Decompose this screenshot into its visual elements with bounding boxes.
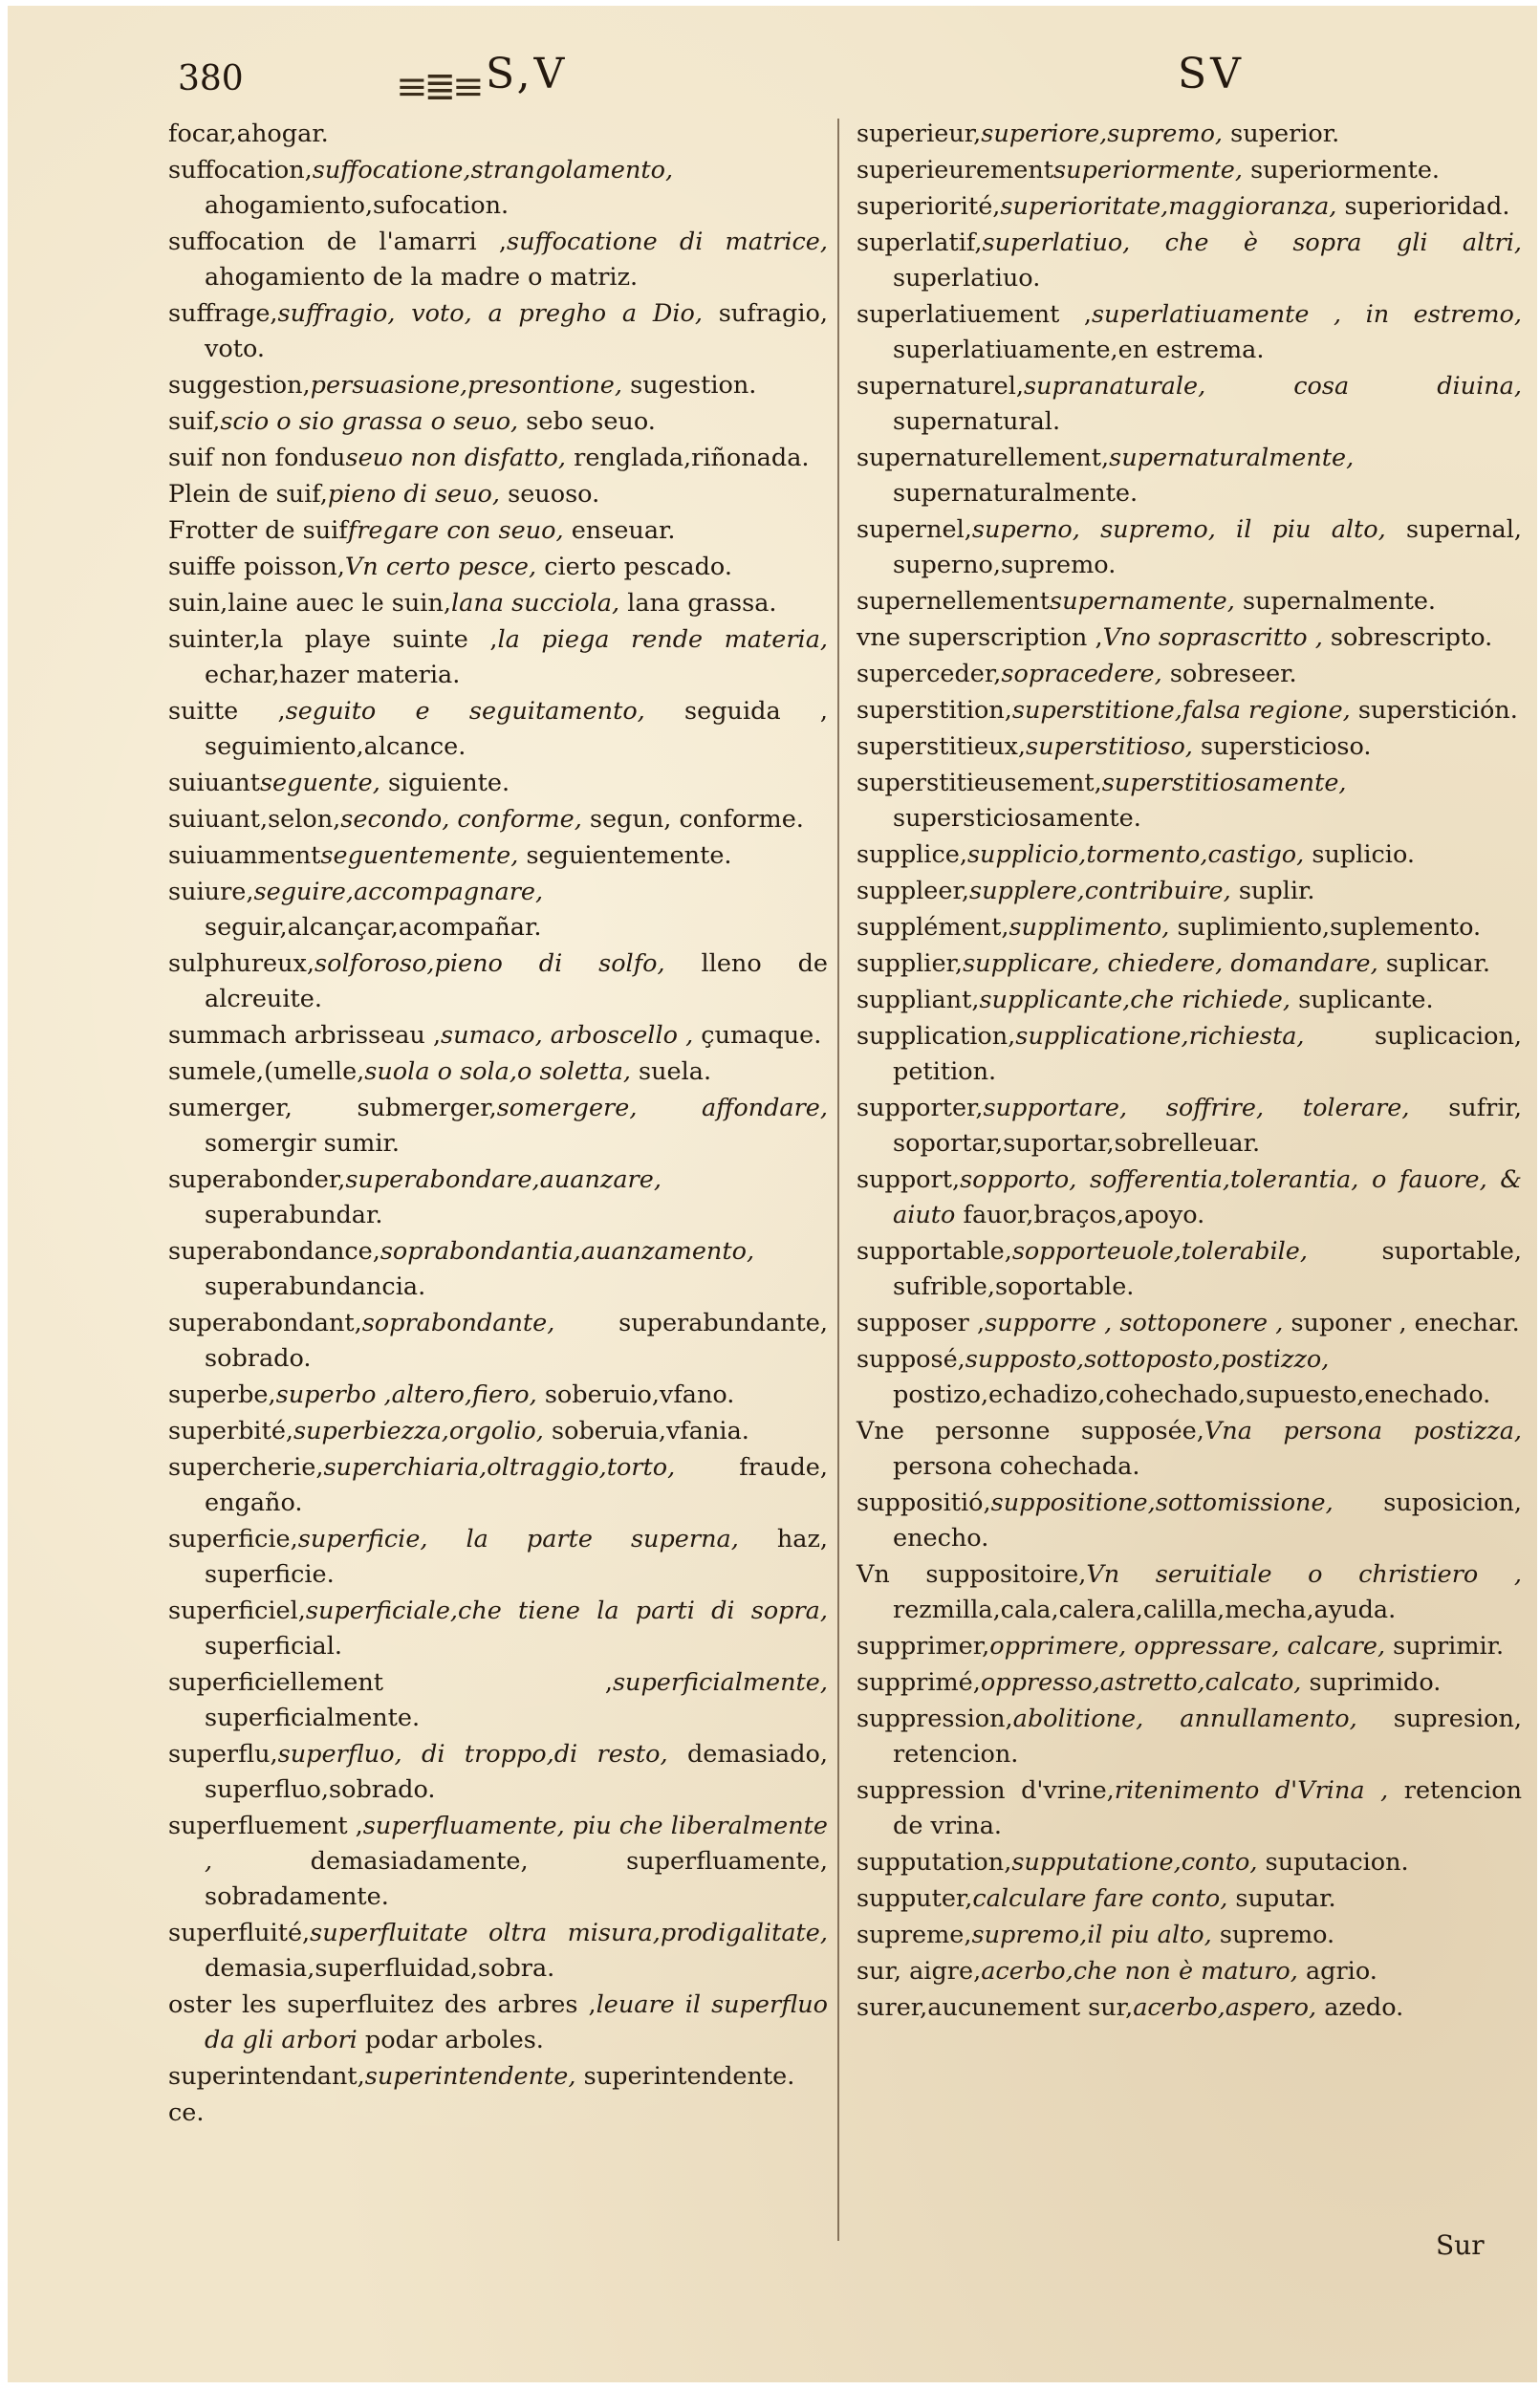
spanish-translation: rezmilla,cala,calera,calilla,mecha,ayuda.	[893, 1596, 1397, 1624]
dictionary-entry	[857, 874, 1522, 909]
italian-translation: seguente,	[259, 769, 380, 797]
headword: suiure,	[168, 878, 254, 906]
spanish-translation: superficial.	[205, 1632, 343, 1661]
spanish-translation: supersticiosamente.	[893, 804, 1141, 833]
spanish-translation: enseuar.	[571, 516, 676, 545]
dictionary-entry	[168, 2059, 828, 2095]
spanish-translation: seguir,alcançar,acompañar.	[205, 913, 542, 942]
spanish-translation: supernatural.	[893, 407, 1061, 436]
dictionary-entry	[857, 1306, 1522, 1341]
italian-translation: opprimere, oppressare, calcare,	[989, 1632, 1386, 1661]
spanish-translation: superiormente.	[1250, 156, 1441, 185]
headword: superiorité,	[857, 192, 1001, 221]
headword: sumerger, submerger,	[168, 1094, 497, 1122]
headword: superflu,	[168, 1740, 278, 1769]
italian-translation: supplicio,tormento,castigo,	[966, 840, 1305, 869]
spanish-translation: ahogamiento,sufocation.	[205, 191, 510, 220]
spanish-translation: superior.	[1230, 120, 1340, 148]
spanish-translation: suputacion.	[1265, 1848, 1409, 1877]
italian-translation: superiormente,	[1053, 156, 1243, 185]
headword: superieur,	[857, 120, 982, 148]
headword: supernaturel,	[857, 372, 1024, 401]
italian-translation: acerbo,aspero,	[1133, 1993, 1317, 2022]
italian-translation: ritenimento d'Vrina ,	[1114, 1776, 1389, 1805]
dictionary-entry	[168, 1091, 828, 1162]
dictionary-entry	[168, 1809, 828, 1915]
italian-translation: supremo,il piu alto,	[971, 1921, 1212, 1949]
headword: suppositió,	[857, 1488, 991, 1517]
dictionary-entry	[168, 368, 828, 403]
italian-translation: supernaturalmente,	[1109, 444, 1355, 472]
dictionary-entry	[857, 1773, 1522, 1844]
headword: sumele,(umelle,	[168, 1057, 365, 1086]
dictionary-entry	[857, 983, 1522, 1018]
italian-translation: sumaco, arboscello ,	[441, 1021, 694, 1050]
italian-translation: superlatiuamente , in estremo,	[1091, 300, 1522, 329]
dictionary-entry	[168, 477, 828, 512]
italian-translation: superfluamente, piu che liberalmente ,	[205, 1812, 829, 1876]
italian-translation: suffragio, voto, a pregho a Dio,	[277, 299, 703, 328]
headword: sulphureux,	[168, 949, 315, 978]
spanish-translation: persona cohechada.	[893, 1452, 1140, 1481]
italian-translation: supportare, soffrire, tolerare,	[983, 1094, 1410, 1122]
spanish-translation: suplicar.	[1385, 949, 1490, 978]
catchword: Sur	[1436, 2229, 1485, 2261]
headword: superfluité,	[168, 1919, 311, 1947]
italian-translation: superno, supremo, il piu alto,	[971, 515, 1386, 544]
headword: supernaturellement,	[857, 444, 1110, 472]
spanish-translation: superabundar.	[205, 1201, 383, 1229]
headword: suppression,	[857, 1705, 1013, 1733]
dictionary-entry	[857, 1881, 1522, 1917]
italian-translation: supplimento,	[1009, 913, 1170, 942]
headword: superstitieusement,	[857, 769, 1102, 797]
headword: suffrage,	[168, 299, 278, 328]
headword: supernellement	[857, 587, 1050, 616]
italian-translation: superioritate,maggioranza,	[1000, 192, 1337, 221]
dictionary-entry	[168, 225, 828, 295]
headword: Vn suppositoire,	[857, 1560, 1087, 1589]
dictionary-entry	[857, 693, 1522, 728]
dictionary-entry	[857, 1234, 1522, 1305]
italian-translation: superficie, la parte superna,	[297, 1525, 739, 1554]
headword: suitte ,	[168, 697, 286, 726]
italian-translation: superbo ,altero,fiero,	[275, 1380, 537, 1409]
spanish-translation: sufrir, soportar,suportar,sobrelleuar.	[893, 1094, 1523, 1158]
headword: supplication,	[857, 1022, 1016, 1051]
italian-translation: Vna persona postizza,	[1204, 1417, 1522, 1445]
italian-translation: supplicatione,richiesta,	[1015, 1022, 1305, 1051]
left-column-tail: ce.	[168, 2098, 205, 2127]
italian-translation: persuasione,presontione,	[310, 371, 622, 400]
dictionary-entry	[857, 297, 1522, 368]
dictionary-entry	[857, 946, 1522, 982]
spanish-translation: supernal, superno,supremo.	[893, 515, 1522, 579]
dictionary-entry	[168, 1594, 828, 1664]
spanish-translation: supernaturalmente.	[893, 479, 1139, 508]
headword: superabondance,	[168, 1237, 380, 1266]
italian-translation: superiore,supremo,	[981, 120, 1224, 148]
headword: suif non fondu	[168, 444, 346, 472]
spanish-translation: azedo.	[1324, 1993, 1404, 2022]
spanish-translation: seuoso.	[508, 480, 600, 509]
spanish-translation: retencion de vrina.	[893, 1776, 1523, 1840]
spanish-translation: fraude, engaño.	[205, 1453, 828, 1517]
dictionary-entry	[857, 1629, 1522, 1664]
dictionary-entry	[168, 875, 828, 945]
dictionary-entry	[857, 620, 1522, 656]
italian-translation: lana succiola,	[450, 589, 620, 618]
headword: supplément,	[857, 913, 1009, 942]
dictionary-entry	[168, 441, 828, 476]
spanish-translation: agrio.	[1305, 1957, 1377, 1986]
dictionary-entry	[168, 1162, 828, 1233]
spanish-translation: suplir.	[1238, 877, 1315, 905]
headword: superbité,	[168, 1417, 294, 1445]
spanish-translation: superintendente.	[583, 2062, 795, 2091]
italian-translation: superabondare,auanzare,	[345, 1165, 662, 1194]
headword: surer,aucunement sur,	[857, 1993, 1134, 2022]
spanish-translation: fauor,braços,apoyo.	[963, 1201, 1205, 1229]
italian-translation: calculare fare conto,	[972, 1884, 1228, 1913]
spanish-translation: suposicion, enecho.	[893, 1488, 1522, 1553]
italian-translation: sopporto, sofferentia,tolerantia, o fauore, & aiuto	[893, 1165, 1522, 1229]
dictionary-entry	[857, 657, 1522, 692]
headword: supposé,	[857, 1345, 965, 1374]
spanish-translation: supremo.	[1219, 1921, 1335, 1949]
dictionary-entry	[168, 296, 828, 367]
spanish-translation: suplimiento,suplemento.	[1177, 913, 1482, 942]
spanish-translation: cierto pescado.	[544, 553, 732, 581]
spanish-translation: demasiadamente, superfluamente, sobradamente.	[205, 1847, 828, 1911]
dictionary-entry	[857, 1486, 1522, 1556]
dictionary-entry	[168, 1234, 828, 1305]
italian-translation: scio o sio grassa o seuo,	[220, 407, 519, 436]
headword: Vne personne supposée,	[857, 1417, 1204, 1445]
italian-translation: superbiezza,orgolio,	[293, 1417, 544, 1445]
headword: supposer ,	[857, 1309, 986, 1337]
dictionary-entry	[857, 1918, 1522, 1953]
running-head-left: S,V	[486, 50, 569, 98]
spanish-translation: sugestion.	[630, 371, 757, 400]
spanish-translation: focar,ahogar.	[168, 120, 329, 148]
dictionary-entry	[857, 226, 1522, 296]
headword: superstition,	[857, 696, 1012, 725]
italian-translation: superintendente,	[364, 2062, 576, 2091]
headword: suif,	[168, 407, 221, 436]
spanish-translation: sobreseer.	[1169, 660, 1297, 688]
dictionary-entry	[857, 1990, 1522, 2026]
headword: suin,laine auec le suin,	[168, 589, 451, 618]
dictionary-entry	[168, 622, 828, 693]
dictionary-entry	[168, 1665, 828, 1736]
headword: vne superscription ,	[857, 623, 1103, 652]
spanish-translation: suprimido.	[1309, 1668, 1442, 1697]
left-column	[168, 117, 828, 2315]
dictionary-entry	[168, 766, 828, 801]
dictionary-entry	[168, 117, 828, 152]
headword: Plein de suif,	[168, 480, 328, 509]
italian-translation: superficiale,che tiene la parti di sopra,	[305, 1597, 828, 1625]
headword: suiuamment	[168, 841, 321, 870]
headword: suiffe poisson,	[168, 553, 345, 581]
headword: support,	[857, 1165, 961, 1194]
dictionary-entry	[857, 729, 1522, 765]
spanish-translation: lleno de alcreuite.	[205, 949, 829, 1013]
italian-translation: solforoso,pieno di solfo,	[315, 949, 665, 978]
headword: supportable,	[857, 1237, 1012, 1266]
dictionary-entry	[168, 1916, 828, 1987]
dictionary-entry	[168, 946, 828, 1017]
headword: superficiel,	[168, 1597, 306, 1625]
italian-translation: supplicare, chiedere, domandare,	[963, 949, 1378, 978]
italian-translation: seguire,accompagnare,	[253, 878, 544, 906]
dictionary-entry	[168, 1018, 828, 1054]
headword: supreme,	[857, 1921, 972, 1949]
spanish-translation: supernalmente.	[1242, 587, 1437, 616]
headword: suiuant	[168, 769, 260, 797]
spanish-translation: sobrescripto.	[1330, 623, 1493, 652]
spanish-translation: superficialmente.	[205, 1704, 421, 1732]
dictionary-entry	[168, 1054, 828, 1090]
headword: suggestion,	[168, 371, 311, 400]
dictionary-entry	[168, 838, 828, 874]
headword: superabondant,	[168, 1309, 362, 1337]
italian-translation: superlatiuo, che è sopra gli altri,	[982, 228, 1522, 257]
headword: supplier,	[857, 949, 964, 978]
dictionary-entry	[857, 1019, 1522, 1090]
dictionary-entry	[857, 1414, 1522, 1485]
italian-translation: supporre , sottoponere ,	[985, 1309, 1284, 1337]
italian-translation: Vn seruitiale o christiero ,	[1086, 1560, 1522, 1589]
spanish-translation: podar arboles.	[364, 2026, 544, 2054]
headword: superlatiuement ,	[857, 300, 1092, 329]
running-head-right: SV	[1178, 50, 1245, 98]
headword: suffocation,	[168, 156, 313, 185]
spanish-translation: demasia,superfluidad,sobra.	[205, 1954, 555, 1983]
headword: suppleer,	[857, 877, 969, 905]
spanish-translation: supersticioso.	[1201, 732, 1372, 761]
headword: Frotter de suif	[168, 516, 348, 545]
headword: superceder,	[857, 660, 1002, 688]
headword: supprimer,	[857, 1632, 990, 1661]
dictionary-entry	[857, 1162, 1522, 1233]
dictionary-entry	[168, 550, 828, 585]
dictionary-entry	[857, 910, 1522, 945]
italian-translation: Vno soprascritto ,	[1102, 623, 1323, 652]
dictionary-entry	[168, 694, 828, 765]
dictionary-entry	[168, 1522, 828, 1593]
italian-translation: la piega rende materia,	[497, 625, 829, 654]
spanish-translation: renglada,riñonada.	[574, 444, 810, 472]
spanish-translation: sufragio, voto.	[205, 299, 828, 363]
dictionary-entry	[857, 512, 1522, 583]
dictionary-entry	[857, 153, 1522, 188]
spanish-translation: somergir sumir.	[205, 1129, 401, 1158]
headword: supporter,	[857, 1094, 984, 1122]
italian-translation: secondo, conforme,	[340, 805, 582, 834]
headword: superficiellement ,	[168, 1668, 613, 1697]
spanish-translation: echar,hazer materia.	[205, 661, 461, 689]
italian-translation: soprabondante,	[361, 1309, 555, 1337]
italian-translation: superstitione,falsa regione,	[1011, 696, 1351, 725]
column-divider	[837, 119, 839, 2241]
headword: supputation,	[857, 1848, 1012, 1877]
spanish-translation: haz, superficie.	[205, 1525, 828, 1589]
page-number: 380	[178, 59, 244, 98]
italian-translation: seguentemente,	[320, 841, 519, 870]
spanish-translation: demasiado, superfluo,sobrado.	[205, 1740, 829, 1804]
headword: sur, aigre,	[857, 1957, 982, 1986]
headword: suppression d'vrine,	[857, 1776, 1115, 1805]
headword: oster les superfluitez des arbres ,	[168, 1990, 596, 2019]
spanish-translation: segun, conforme.	[589, 805, 804, 834]
page-header	[8, 40, 1537, 117]
italian-translation: soprabondantia,auanzamento,	[380, 1237, 755, 1266]
dictionary-entry	[857, 1091, 1522, 1162]
dictionary-entry	[857, 584, 1522, 619]
spanish-translation: seguientemente.	[526, 841, 732, 870]
italian-translation: superstitioso,	[1026, 732, 1193, 761]
dictionary-entry	[857, 1702, 1522, 1772]
headword: supplice,	[857, 840, 967, 869]
spanish-translation: superstición.	[1357, 696, 1518, 725]
spanish-translation: suponer , enechar.	[1291, 1309, 1520, 1337]
italian-translation: oppresso,astretto,calcato,	[980, 1668, 1302, 1697]
spanish-translation: soberuia,vfania.	[552, 1417, 749, 1445]
headword: superbe,	[168, 1380, 276, 1409]
dictionary-entry	[857, 1342, 1522, 1413]
headword: superfluement ,	[168, 1812, 363, 1840]
italian-translation: suffocatione di matrice,	[507, 228, 829, 256]
dictionary-entry	[168, 1450, 828, 1521]
spanish-translation: sebo seuo.	[526, 407, 656, 436]
spanish-translation: superabundancia.	[205, 1272, 426, 1301]
spanish-translation: çumaque.	[701, 1021, 822, 1050]
spanish-translation: suprimir.	[1393, 1632, 1505, 1661]
spanish-translation: superabundante, sobrado.	[205, 1309, 828, 1373]
spanish-translation: suputar.	[1235, 1884, 1336, 1913]
italian-translation: seuo non disfatto,	[345, 444, 567, 472]
spanish-translation: soberuio,vfano.	[544, 1380, 735, 1409]
italian-translation: supplicante,che richiede,	[979, 986, 1291, 1014]
italian-translation: abolitione, annullamento,	[1012, 1705, 1357, 1733]
italian-translation: fregare con seuo,	[347, 516, 564, 545]
italian-translation: superfluo, di troppo,di resto,	[277, 1740, 668, 1769]
italian-translation: sopracedere,	[1001, 660, 1162, 688]
spanish-translation: supresion, retencion.	[893, 1705, 1523, 1769]
dictionary-entry	[857, 1845, 1522, 1880]
headword: superlatif,	[857, 228, 983, 257]
italian-translation: supplere,contribuire,	[969, 877, 1231, 905]
spanish-translation: ahogamiento de la madre o matriz.	[205, 263, 639, 292]
italian-translation: supernamente,	[1049, 587, 1235, 616]
dictionary-entry	[857, 1557, 1522, 1628]
spanish-translation: suela.	[639, 1057, 712, 1086]
dictionary-entry	[168, 513, 828, 549]
italian-translation: suola o sola,o soletta,	[364, 1057, 631, 1086]
italian-translation: superstitiosamente,	[1101, 769, 1347, 797]
headword: suiuant,selon,	[168, 805, 341, 834]
dictionary-entry	[168, 1737, 828, 1808]
headword: supputer,	[857, 1884, 973, 1913]
headword: summach arbrisseau ,	[168, 1021, 442, 1050]
dictionary-entry	[857, 117, 1522, 152]
headword: supprimé,	[857, 1668, 981, 1697]
dictionary-entry	[168, 153, 828, 224]
dictionary-entry	[857, 189, 1522, 225]
italian-translation: Vn certo pesce,	[344, 553, 537, 581]
dictionary-entry	[168, 1306, 828, 1377]
dictionary-entry	[168, 404, 828, 440]
dictionary-entry	[168, 1414, 828, 1449]
spanish-translation: superlatiuamente,en estrema.	[893, 336, 1265, 364]
spanish-translation: siguiente.	[387, 769, 510, 797]
italian-translation: superchiaria,oltraggio,torto,	[323, 1453, 676, 1482]
headword: superstitieux,	[857, 732, 1027, 761]
dictionary-entry	[168, 802, 828, 837]
right-column	[857, 117, 1522, 2315]
italian-translation: superficialmente,	[612, 1668, 828, 1697]
italian-translation: supranaturale, cosa diuina,	[1023, 372, 1522, 401]
headword: supernel,	[857, 515, 972, 544]
dictionary-entry	[168, 586, 828, 621]
headword: superintendant,	[168, 2062, 365, 2091]
spanish-translation: suplicacion, petition.	[893, 1022, 1522, 1086]
spanish-translation: suplicio.	[1312, 840, 1415, 869]
dictionary-entry	[857, 369, 1522, 440]
dictionary-entry	[857, 1665, 1522, 1701]
dictionary-entry	[168, 1988, 828, 2058]
dictionary-entry	[168, 1378, 828, 1413]
spanish-translation: suplicante.	[1298, 986, 1434, 1014]
italian-translation: seguito e seguitamento,	[285, 697, 645, 726]
italian-translation: supposto,sottoposto,postizzo,	[965, 1345, 1330, 1374]
spanish-translation: seguida , seguimiento,alcance.	[205, 697, 828, 761]
headword: suppliant,	[857, 986, 980, 1014]
spanish-translation: suportable, sufrible,soportable.	[893, 1237, 1522, 1301]
italian-translation: somergere, affondare,	[496, 1094, 829, 1122]
headword: suffocation de l'amarri ,	[168, 228, 508, 256]
headword: suinter,la playe suinte ,	[168, 625, 498, 654]
spanish-translation: superioridad.	[1344, 192, 1510, 221]
italian-translation: sopporteuole,tolerabile,	[1011, 1237, 1308, 1266]
spanish-translation: superlatiuo.	[893, 264, 1041, 293]
headword: superieurement	[857, 156, 1054, 185]
dictionary-entry	[857, 837, 1522, 873]
italian-translation: supputatione,conto,	[1011, 1848, 1258, 1877]
dictionary-entry	[857, 1954, 1522, 1989]
spanish-translation: lana grassa.	[627, 589, 777, 618]
italian-translation: acerbo,che non è maturo,	[981, 1957, 1298, 1986]
headword: supercherie,	[168, 1453, 324, 1482]
dictionary-entry	[857, 441, 1522, 511]
italian-translation: pieno di seuo,	[327, 480, 501, 509]
headword: superficie,	[168, 1525, 298, 1554]
italian-translation: suffocatione,strangolamento,	[312, 156, 674, 185]
spanish-translation: postizo,echadizo,cohechado,supuesto,enechado.	[893, 1380, 1491, 1409]
italian-translation: leuare il superfluo da gli arbori	[205, 1990, 828, 2054]
dictionary-page	[8, 6, 1537, 2382]
dictionary-entry	[857, 766, 1522, 836]
italian-translation: superfluitate oltra misura,prodigalitate,	[310, 1919, 828, 1947]
italian-translation: suppositione,sottomissione,	[990, 1488, 1334, 1517]
printers-ornament-icon: ≡≣≡	[396, 65, 481, 109]
headword: superabonder,	[168, 1165, 346, 1194]
